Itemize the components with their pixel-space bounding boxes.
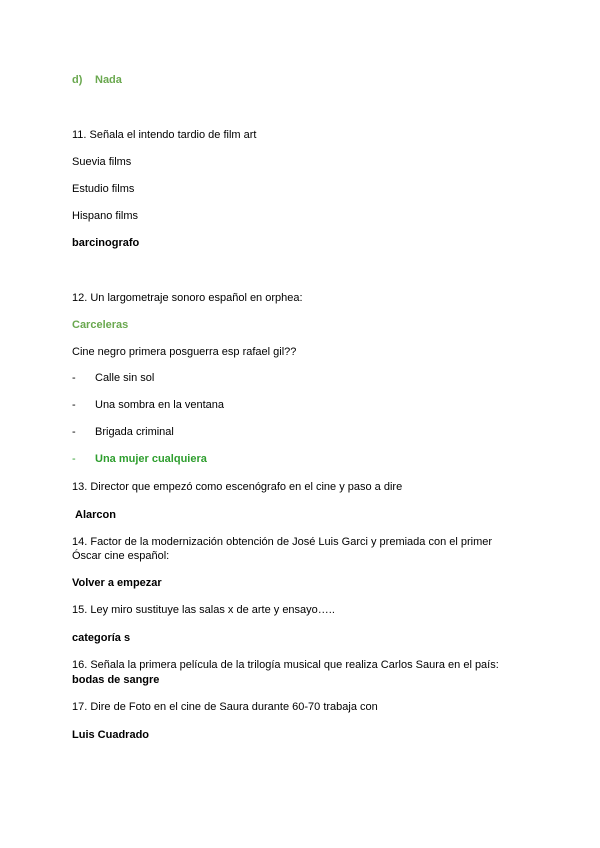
question-14-line-1: 14. Factor de la modernización obtención de José Luis Garci y premiada con el primer — [72, 536, 493, 548]
q12-answer: Carceleras — [72, 319, 129, 331]
question-12: 12. Un largometraje sonoro español en orphea: — [72, 292, 303, 304]
option-d-answer: Nada — [95, 74, 122, 86]
q16-answer: bodas de sangre — [72, 674, 160, 686]
noir-answer: Una mujer cualquiera — [95, 453, 207, 465]
question-16: 16. Señala la primera película de la trilogía musical que realiza Carlos Saura en el país: — [72, 659, 499, 671]
noir-option-3: Brigada criminal — [95, 426, 174, 438]
q17-answer: Luis Cuadrado — [72, 729, 150, 741]
q11-option-2: Estudio films — [72, 183, 135, 195]
option-d-letter: d) — [72, 74, 83, 86]
q11-answer: barcinografo — [72, 237, 140, 249]
q15-answer: categoría s — [72, 632, 131, 644]
noir-option-2: Una sombra en la ventana — [95, 399, 225, 411]
q11-option-1: Suevia films — [72, 156, 132, 168]
list-bullet: - — [72, 453, 76, 465]
question-13: 13. Director que empezó como escenógrafo en el cine y paso a dire — [72, 481, 403, 493]
question-cine-negro: Cine negro primera posguerra esp rafael gil?? — [72, 346, 297, 358]
question-14-line-2: Óscar cine español: — [72, 550, 170, 562]
noir-option-1: Calle sin sol — [95, 372, 155, 384]
question-17: 17. Dire de Foto en el cine de Saura durante 60-70 trabaja con — [72, 701, 378, 713]
list-bullet: - — [72, 426, 76, 438]
list-bullet: - — [72, 399, 76, 411]
question-11: 11. Señala el intendo tardio de film art — [72, 129, 257, 141]
q14-answer: Volver a empezar — [72, 577, 162, 589]
q13-answer: Alarcon — [75, 509, 116, 521]
list-bullet: - — [72, 372, 76, 384]
question-15: 15. Ley miro sustituye las salas x de arte y ensayo….. — [72, 604, 335, 616]
q11-option-3: Hispano films — [72, 210, 139, 222]
